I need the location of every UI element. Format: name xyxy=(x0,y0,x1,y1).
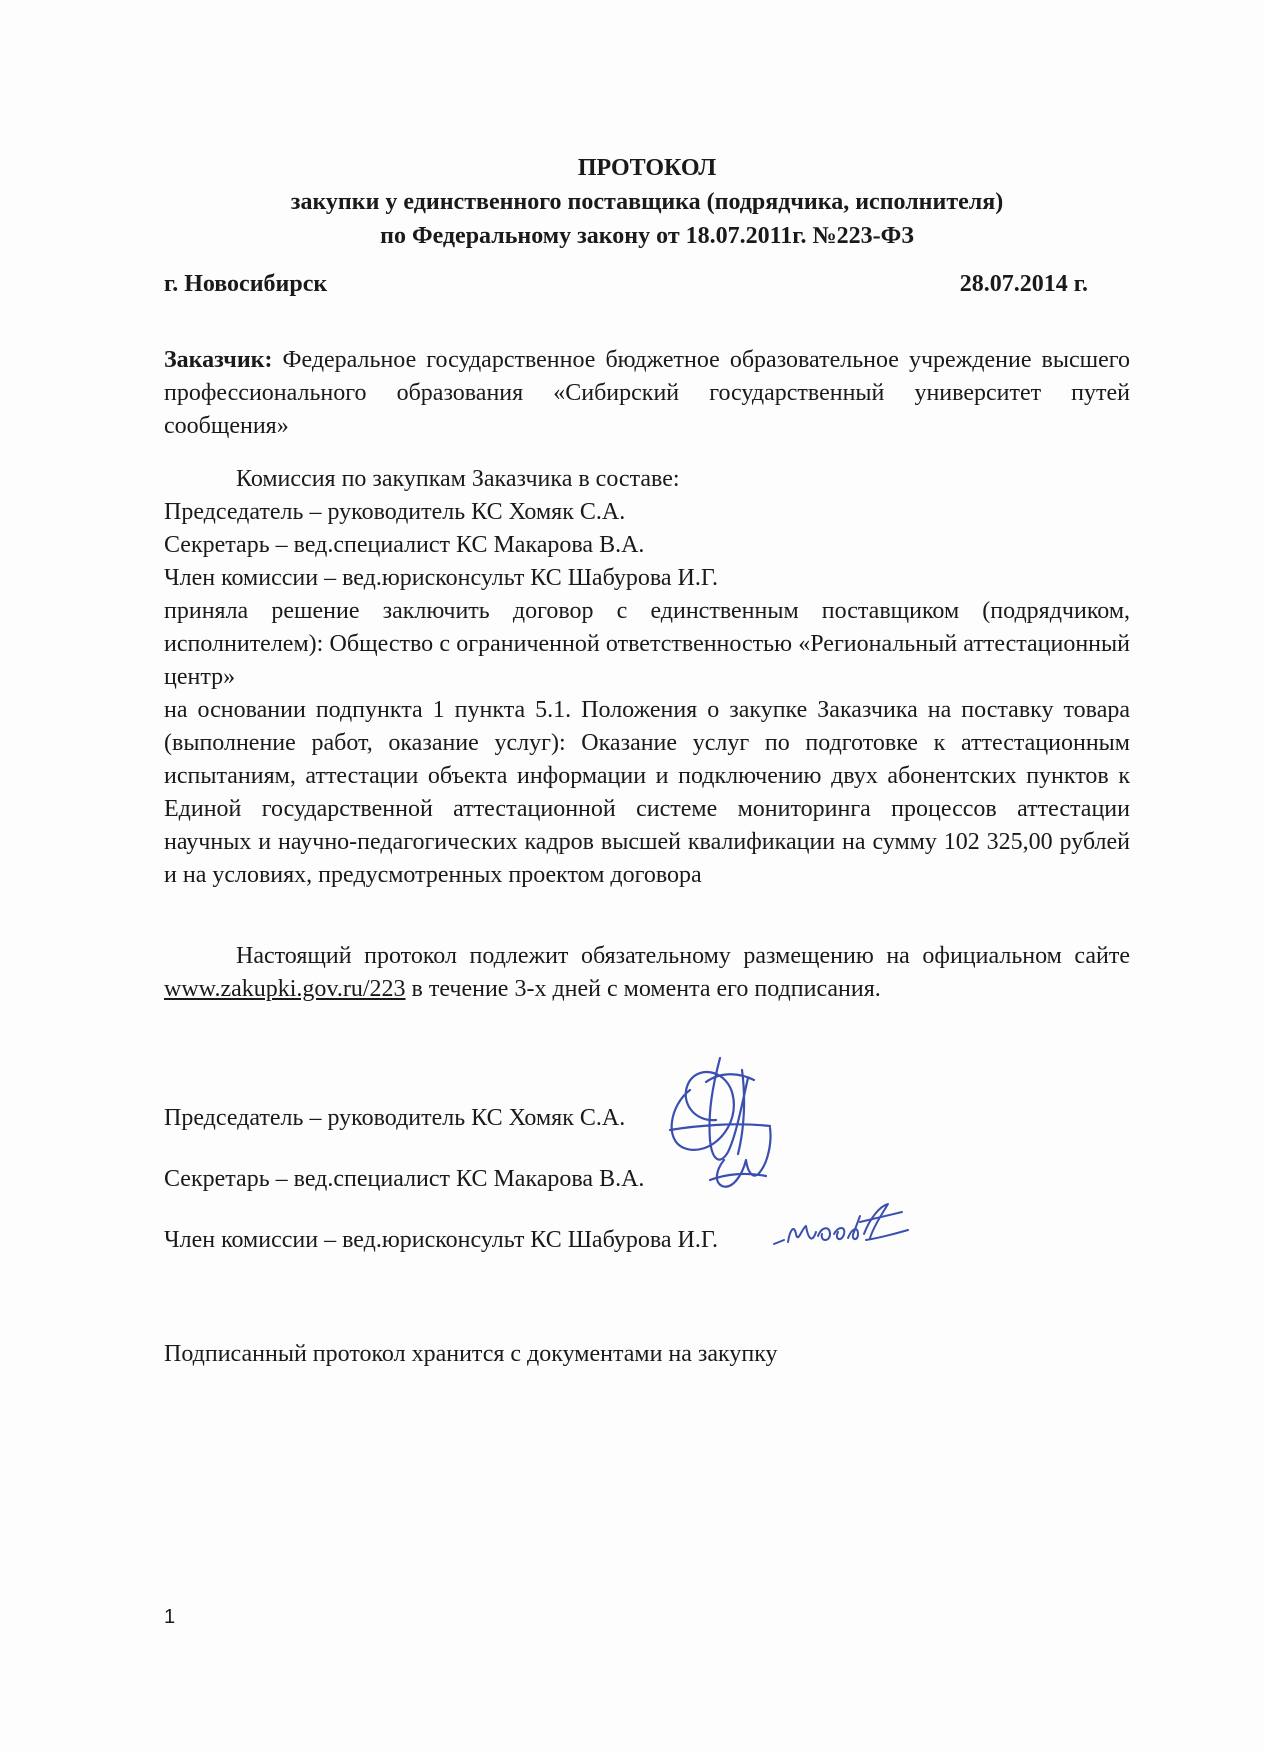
signature-member-image xyxy=(770,1198,920,1268)
customer-text: Федеральное государственное бюджетное образовательное учреждение высшего профессионального образования «Сибирский государственный университет путей сообщения» xyxy=(164,347,1130,439)
signature-line-chairman: Председатель – руководитель КС Хомяк С.А. xyxy=(164,1105,626,1131)
commission-member: Председатель – руководитель КС Хомяк С.А. xyxy=(164,499,626,525)
commission-member: Член комиссии – вед.юрисконсульт КС Шабурова И.Г. xyxy=(164,565,719,591)
page-number: 1 xyxy=(164,1606,176,1628)
purchase-basis: на основании подпункта 1 пункта 5.1. Положения о закупке Заказчика на поставку товара (выполнение работ, оказание услуг): Оказание услуг по подготовке к аттестационным испытаниям, аттестации объекта информации и подключению двух абонентских пунктов к Единой государственной аттестационной системе мониторинга процессов аттестации научных и научно-педагогических кадров высшей квалификации на сумму 102 325,00 рублей и на условиях, предусмотренных проектом договора xyxy=(164,697,1130,888)
publication-text: Настоящий протокол подлежит обязательному размещению на официальном сайте xyxy=(236,943,1130,969)
document-law-reference: по Федеральному закону от 18.07.2011г. №223-ФЗ xyxy=(380,223,914,249)
document-title: ПРОТОКОЛ xyxy=(577,155,717,181)
place-date-row xyxy=(164,268,1088,301)
city: г. Новосибирск xyxy=(164,271,328,297)
customer-paragraph xyxy=(164,344,1130,443)
publication-text-end: в течение 3-х дней с момента его подписания. xyxy=(405,976,881,1002)
footer-note: Подписанный протокол хранится с документами на закупку xyxy=(164,1341,778,1367)
commission-decision: приняла решение заключить договор с единственным поставщиком (подрядчиком, исполнителем): Общество с ограниченной ответственностью «Региональный аттестационный центр» xyxy=(164,598,1130,690)
publication-paragraph xyxy=(164,940,1130,1006)
signature-line-member: Член комиссии – вед.юрисконсульт КС Шабурова И.Г. xyxy=(164,1227,719,1253)
signature-chairman-image xyxy=(650,1030,800,1210)
signature-line-secretary: Секретарь – вед.специалист КС Макарова В.А. xyxy=(164,1166,645,1192)
commission-intro: Комиссия по закупкам Заказчика в составе: xyxy=(236,466,680,492)
document-date: 28.07.2014 г. xyxy=(959,271,1088,297)
commission-member: Секретарь – вед.специалист КС Макарова В.А. xyxy=(164,532,645,558)
document-subtitle: закупки у единственного поставщика (подрядчика, исполнителя) xyxy=(290,189,1004,215)
zakupki-link[interactable]: www.zakupki.gov.ru/223 xyxy=(164,976,406,1002)
customer-label: Заказчик: xyxy=(164,347,273,373)
